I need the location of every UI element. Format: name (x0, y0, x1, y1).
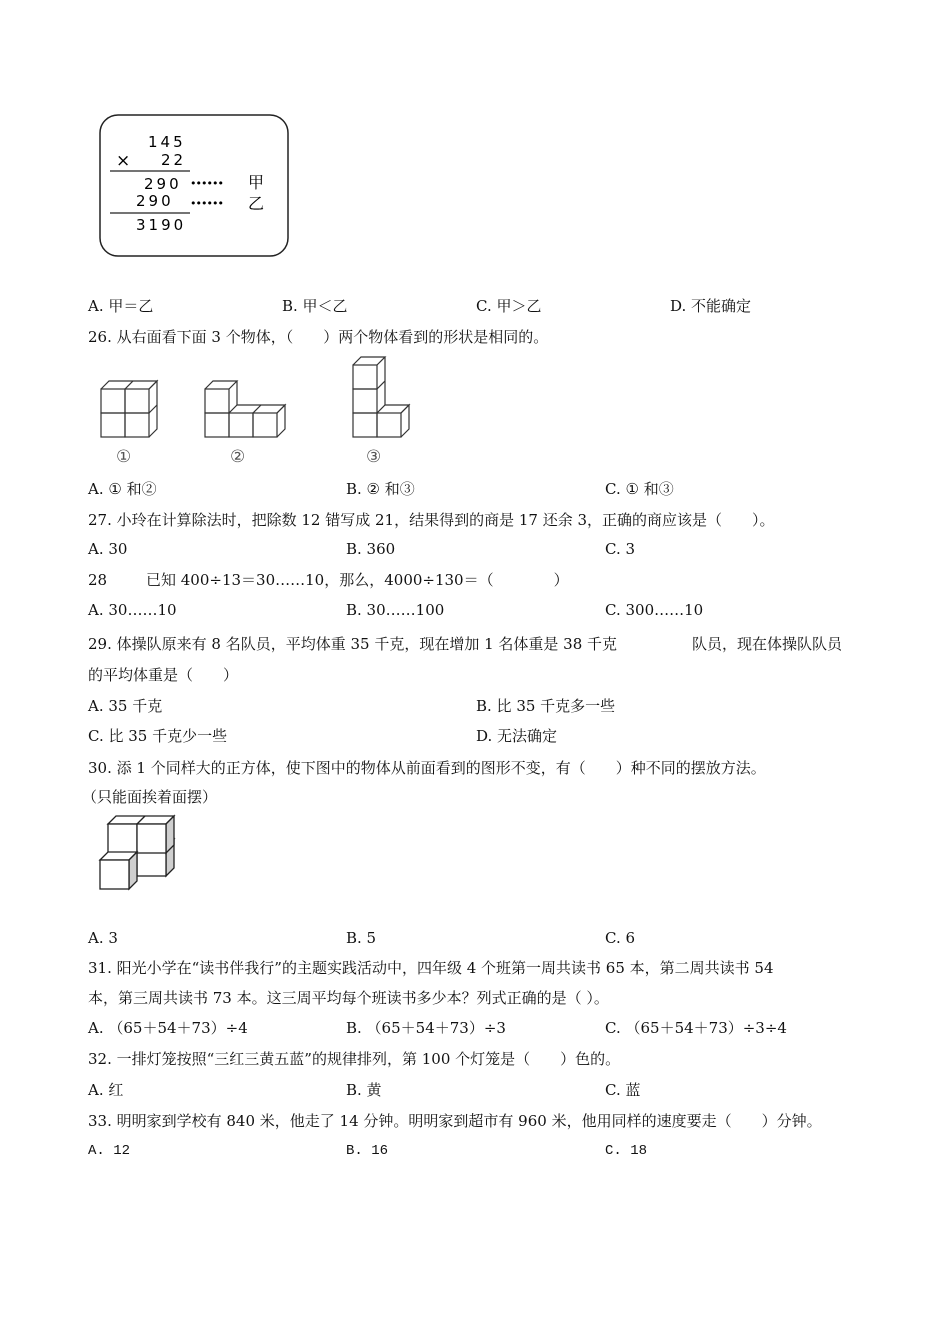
q32-stem: 32. 一排灯笼按照“三红三黄五蓝”的规律排列，第 100 个灯笼是（ ）色的。 (88, 1050, 621, 1068)
q33-option-a[interactable]: A. 12 (88, 1143, 131, 1159)
times-sign: × (116, 151, 131, 171)
q31-option-b[interactable]: B. （65＋54＋73）÷3 (346, 1019, 506, 1037)
q25-option-c[interactable]: C. 甲＞乙 (476, 297, 542, 315)
multiplication-figure (98, 113, 293, 259)
product: 3190 (136, 216, 187, 234)
q30-stem-line1: 30. 添 1 个同样大的正方体，使下图中的物体从前面看到的图形不变，有（ ）种不同的摆放方法。 (88, 759, 766, 777)
q28-option-c[interactable]: C. 300……10 (605, 601, 704, 619)
dots-1: •••••• (190, 177, 223, 190)
q31-stem-line1: 31. 阳光小学在“读书伴我行”的主题实践活动中，四年级 4 个班第一周共读书 65 本，第二周共读书 54 (88, 959, 774, 977)
q29-stem-line1b: 队员，现在体操队队员 (692, 635, 843, 653)
q32-option-b[interactable]: B. 黄 (346, 1081, 382, 1099)
q33-option-c[interactable]: C. 18 (605, 1143, 648, 1159)
q29-option-b[interactable]: B. 比 35 千克多一些 (476, 697, 616, 715)
figure-label-1: ① (116, 447, 132, 467)
q25-option-b[interactable]: B. 甲＜乙 (282, 297, 348, 315)
label-yi: 乙 (248, 194, 265, 213)
q33-option-b[interactable]: B. 16 (346, 1143, 389, 1159)
q30-option-c[interactable]: C. 6 (605, 929, 636, 947)
q28-stem: 已知 400÷13＝30……10，那么，4000÷130＝（ ） (146, 571, 569, 589)
q32-option-a[interactable]: A. 红 (88, 1081, 124, 1099)
q26-stem: 26. 从右面看下面 3 个物体，（ ）两个物体看到的形状是相同的。 (88, 328, 549, 346)
q30-option-b[interactable]: B. 5 (346, 929, 377, 947)
figure-label-3: ③ (366, 447, 382, 467)
q28-number: 28 (88, 571, 108, 589)
partial-row-1: 290 (144, 175, 182, 193)
q31-option-a[interactable]: A. （65＋54＋73）÷4 (88, 1019, 248, 1037)
q28-option-b[interactable]: B. 30……100 (346, 601, 445, 619)
q27-option-b[interactable]: B. 360 (346, 540, 396, 558)
label-jia: 甲 (248, 173, 265, 192)
q31-stem-line2: 本，第三周共读书 73 本。这三周平均每个班读书多少本？列式正确的是（ ）。 (88, 989, 609, 1007)
q30-cube-figure (98, 812, 180, 892)
q33-stem: 33. 明明家到学校有 840 米，他走了 14 分钟。明明家到超市有 960 米，他用同样的速度要走（ ）分钟。 (88, 1112, 822, 1130)
q26-option-a[interactable]: A. ① 和② (88, 480, 157, 498)
q30-option-a[interactable]: A. 3 (88, 929, 118, 947)
multiplicand: 145 (148, 133, 186, 151)
q29-option-c[interactable]: C. 比 35 千克少一些 (88, 727, 228, 745)
q32-option-c[interactable]: C. 蓝 (605, 1081, 641, 1099)
multiplier: 22 (161, 151, 187, 169)
q27-stem: 27. 小玲在计算除法时，把除数 12 错写成 21，结果得到的商是 17 还余 3，正确的商应该是（ ）。 (88, 511, 775, 529)
q31-option-c[interactable]: C. （65＋54＋73）÷3÷4 (605, 1019, 787, 1037)
q25-option-d[interactable]: D. 不能确定 (670, 297, 752, 315)
q29-option-d[interactable]: D. 无法确定 (476, 727, 558, 745)
q29-option-a[interactable]: A. 35 千克 (88, 697, 163, 715)
q25-option-a[interactable]: A. 甲＝乙 (88, 297, 154, 315)
q29-stem-line2: 的平均体重是（ ） (88, 666, 239, 684)
q27-option-a[interactable]: A. 30 (88, 540, 128, 558)
q29-stem-line1: 29. 体操队原来有 8 名队员，平均体重 35 千克，现在增加 1 名体重是 38 千克 (88, 635, 618, 653)
q28-option-a[interactable]: A. 30……10 (88, 601, 177, 619)
q26-option-c[interactable]: C. ① 和③ (605, 480, 674, 498)
figure-label-2: ② (230, 447, 246, 467)
q27-option-c[interactable]: C. 3 (605, 540, 636, 558)
dots-2: •••••• (190, 197, 223, 210)
q26-option-b[interactable]: B. ② 和③ (346, 480, 415, 498)
q30-stem-line2: （只能面挨着面摆） (82, 788, 218, 806)
q26-figures (96, 352, 416, 470)
partial-row-2: 290 (136, 192, 174, 210)
